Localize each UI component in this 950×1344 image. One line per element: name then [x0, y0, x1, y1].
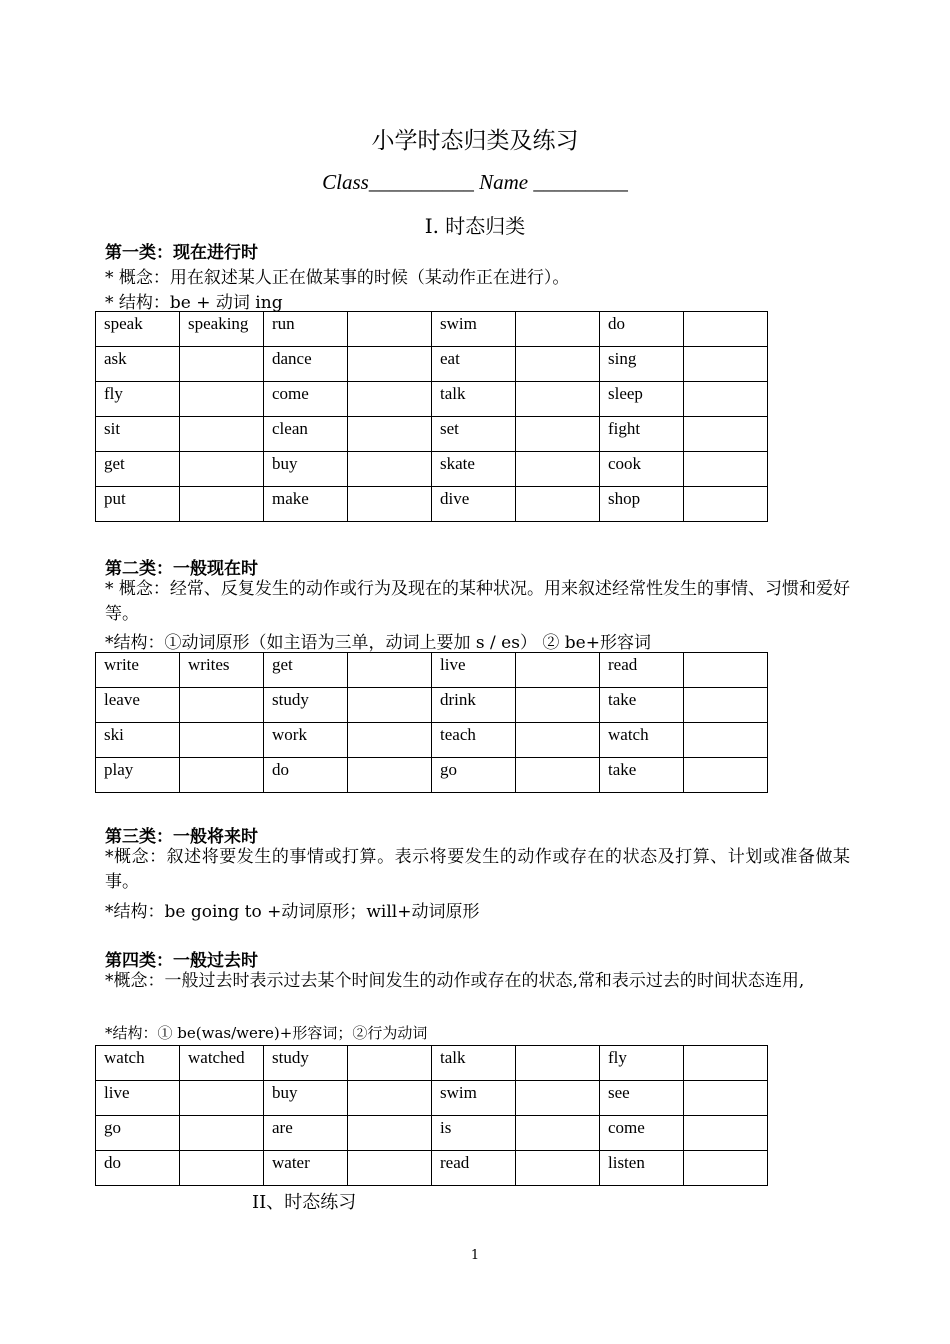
cat1-concept: * 概念：用在叙述某人正在做某事的时候（某动作正在进行）。 — [105, 268, 570, 288]
verb-cell: swim — [432, 312, 516, 347]
answer-cell[interactable] — [684, 653, 768, 688]
answer-cell[interactable] — [180, 452, 264, 487]
answer-cell[interactable]: writes — [180, 653, 264, 688]
verb-cell: live — [432, 653, 516, 688]
verb-cell: swim — [432, 1081, 516, 1116]
answer-cell[interactable] — [516, 723, 600, 758]
answer-cell[interactable] — [516, 417, 600, 452]
verb-cell: take — [600, 688, 684, 723]
verb-cell: come — [600, 1116, 684, 1151]
answer-cell[interactable] — [684, 1081, 768, 1116]
verb-cell: do — [96, 1151, 180, 1186]
answer-cell[interactable] — [516, 382, 600, 417]
cat1-structure: * 结构：be + 动词 ing — [105, 293, 283, 313]
answer-cell[interactable] — [348, 417, 432, 452]
answer-cell[interactable] — [684, 487, 768, 522]
verb-cell: see — [600, 1081, 684, 1116]
cat3-structure: *结构：be going to +动词原形；will+动词原形 — [105, 902, 480, 922]
verb-cell: take — [600, 758, 684, 793]
verb-cell: sleep — [600, 382, 684, 417]
answer-cell[interactable] — [684, 723, 768, 758]
answer-cell[interactable]: watched — [180, 1046, 264, 1081]
verb-cell: read — [600, 653, 684, 688]
cat2-verb-table — [95, 652, 768, 793]
answer-cell[interactable] — [180, 1116, 264, 1151]
verb-cell: is — [432, 1116, 516, 1151]
verb-cell: sing — [600, 347, 684, 382]
verb-cell: go — [432, 758, 516, 793]
cat3-heading: 第三类：一般将来时 — [105, 827, 258, 847]
verb-cell: ski — [96, 723, 180, 758]
answer-cell[interactable] — [516, 1151, 600, 1186]
verb-cell: eat — [432, 347, 516, 382]
verb-cell: water — [264, 1151, 348, 1186]
answer-cell[interactable] — [684, 347, 768, 382]
verb-cell: work — [264, 723, 348, 758]
answer-cell[interactable] — [516, 688, 600, 723]
table-row — [96, 312, 768, 347]
answer-cell[interactable] — [348, 312, 432, 347]
verb-cell: clean — [264, 417, 348, 452]
verb-cell: buy — [264, 452, 348, 487]
answer-cell[interactable] — [516, 312, 600, 347]
table-row — [96, 347, 768, 382]
table-row — [96, 1081, 768, 1116]
class-name-line: Class__________ Name _________ — [322, 170, 628, 194]
answer-cell[interactable] — [348, 758, 432, 793]
cat4-concept: *概念：一般过去时表示过去某个时间发生的动作或存在的状态,常和表示过去的时间状态连用, — [105, 971, 805, 991]
verb-cell: put — [96, 487, 180, 522]
cat2-structure: *结构：①动词原形（如主语为三单，动词上要加 s / es） ② be+形容词 — [105, 633, 651, 653]
answer-cell[interactable] — [684, 382, 768, 417]
answer-cell[interactable] — [180, 1081, 264, 1116]
verb-cell: fly — [96, 382, 180, 417]
verb-cell: sit — [96, 417, 180, 452]
answer-cell[interactable] — [516, 758, 600, 793]
table-row — [96, 1151, 768, 1186]
answer-cell[interactable] — [516, 1081, 600, 1116]
table-row — [96, 653, 768, 688]
answer-cell[interactable] — [684, 417, 768, 452]
answer-cell[interactable] — [348, 1046, 432, 1081]
verb-cell: talk — [432, 1046, 516, 1081]
verb-cell: run — [264, 312, 348, 347]
answer-cell[interactable] — [348, 452, 432, 487]
answer-cell[interactable] — [684, 758, 768, 793]
answer-cell[interactable] — [516, 1116, 600, 1151]
verb-cell: shop — [600, 487, 684, 522]
cat4-structure: *结构：① be(was/were)+形容词；②行为动词 — [105, 1024, 428, 1042]
table-row — [96, 382, 768, 417]
verb-cell: dive — [432, 487, 516, 522]
verb-cell: set — [432, 417, 516, 452]
section-heading-tense-categories: I. 时态归类 — [424, 214, 526, 238]
answer-cell[interactable] — [684, 1046, 768, 1081]
answer-cell[interactable] — [180, 382, 264, 417]
cat3-concept: *概念：叙述将要发生的事情或打算。表示将要发生的动作或存在的状态及打算、计划或准备做某事。 — [105, 847, 850, 892]
table-row — [96, 1046, 768, 1081]
answer-cell[interactable] — [180, 1151, 264, 1186]
answer-cell[interactable] — [348, 1116, 432, 1151]
cat4-heading: 第四类：一般过去时 — [105, 951, 258, 971]
answer-cell[interactable] — [348, 382, 432, 417]
verb-cell: drink — [432, 688, 516, 723]
answer-cell[interactable]: speaking — [180, 312, 264, 347]
verb-cell: come — [264, 382, 348, 417]
cat2-concept: * 概念：经常、反复发生的动作或行为及现在的某种状况。用来叙述经常性发生的事情、习惯和爱好等。 — [105, 579, 850, 624]
table-row — [96, 688, 768, 723]
verb-cell: make — [264, 487, 348, 522]
cat4-verb-table — [95, 1045, 768, 1186]
answer-cell[interactable] — [180, 723, 264, 758]
answer-cell[interactable] — [180, 417, 264, 452]
answer-cell[interactable] — [180, 688, 264, 723]
answer-cell[interactable] — [516, 347, 600, 382]
verb-cell: listen — [600, 1151, 684, 1186]
cat2-heading: 第二类：一般现在时 — [105, 559, 258, 579]
answer-cell[interactable] — [348, 1081, 432, 1116]
answer-cell[interactable] — [516, 487, 600, 522]
answer-cell[interactable] — [348, 688, 432, 723]
table-row — [96, 487, 768, 522]
verb-cell: go — [96, 1116, 180, 1151]
verb-cell: fight — [600, 417, 684, 452]
cat1-heading: 第一类：现在进行时 — [105, 243, 258, 263]
answer-cell[interactable] — [684, 312, 768, 347]
answer-cell[interactable] — [684, 688, 768, 723]
answer-cell[interactable] — [684, 1151, 768, 1186]
verb-cell: talk — [432, 382, 516, 417]
verb-cell: get — [96, 452, 180, 487]
answer-cell[interactable] — [180, 758, 264, 793]
verb-cell: do — [264, 758, 348, 793]
verb-cell: cook — [600, 452, 684, 487]
verb-cell: study — [264, 688, 348, 723]
answer-cell[interactable] — [516, 653, 600, 688]
cat1-verb-table — [95, 311, 768, 522]
answer-cell[interactable] — [516, 1046, 600, 1081]
verb-cell: are — [264, 1116, 348, 1151]
verb-cell: read — [432, 1151, 516, 1186]
table-row — [96, 452, 768, 487]
table-row — [96, 723, 768, 758]
verb-cell: skate — [432, 452, 516, 487]
verb-cell: play — [96, 758, 180, 793]
verb-cell: live — [96, 1081, 180, 1116]
answer-cell[interactable] — [180, 347, 264, 382]
verb-cell: dance — [264, 347, 348, 382]
answer-cell[interactable] — [348, 723, 432, 758]
answer-cell[interactable] — [348, 1151, 432, 1186]
answer-cell[interactable] — [348, 347, 432, 382]
answer-cell[interactable] — [180, 487, 264, 522]
verb-cell: write — [96, 653, 180, 688]
answer-cell[interactable] — [684, 1116, 768, 1151]
page-title: 小学时态归类及练习 — [371, 128, 579, 154]
verb-cell: get — [264, 653, 348, 688]
verb-cell: watch — [96, 1046, 180, 1081]
verb-cell: teach — [432, 723, 516, 758]
answer-cell[interactable] — [516, 452, 600, 487]
verb-cell: ask — [96, 347, 180, 382]
answer-cell[interactable] — [684, 452, 768, 487]
table-row — [96, 417, 768, 452]
verb-cell: study — [264, 1046, 348, 1081]
answer-cell[interactable] — [348, 487, 432, 522]
verb-cell: fly — [600, 1046, 684, 1081]
section-heading-tense-practice: II、时态练习 — [252, 1192, 357, 1213]
verb-cell: do — [600, 312, 684, 347]
answer-cell[interactable] — [348, 653, 432, 688]
table-row — [96, 1116, 768, 1151]
verb-cell: buy — [264, 1081, 348, 1116]
page-number: 1 — [470, 1248, 480, 1263]
verb-cell: speak — [96, 312, 180, 347]
verb-cell: watch — [600, 723, 684, 758]
verb-cell: leave — [96, 688, 180, 723]
table-row — [96, 758, 768, 793]
